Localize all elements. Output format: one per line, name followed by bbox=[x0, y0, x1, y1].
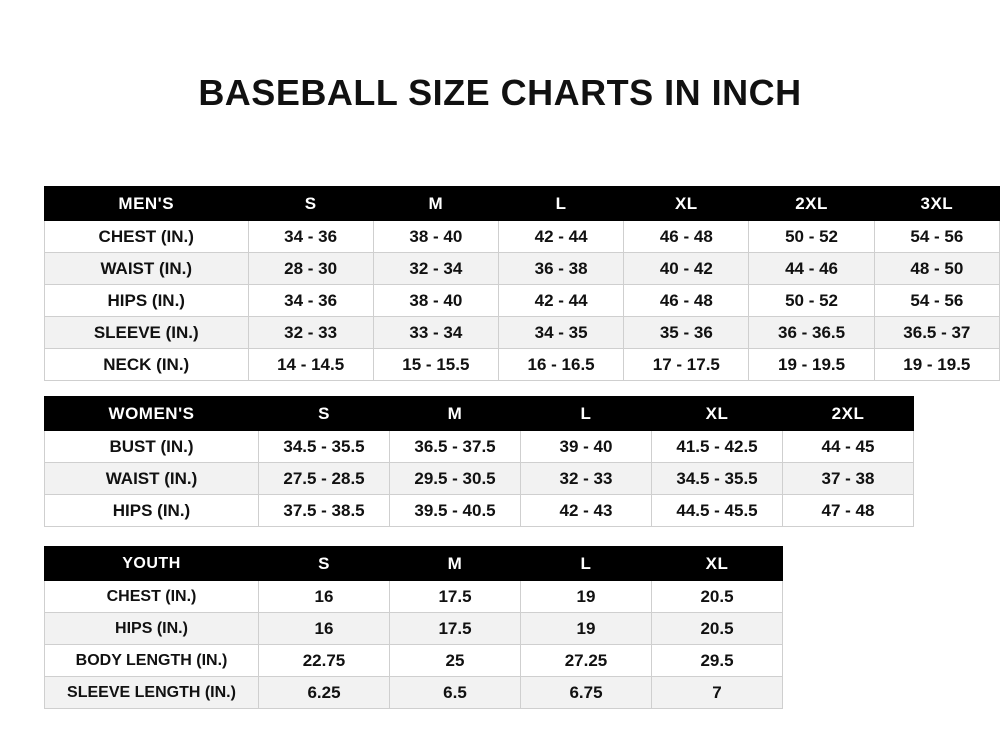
cell-value: 27.5 - 28.5 bbox=[259, 463, 390, 495]
column-header-xl: XL bbox=[624, 187, 749, 221]
table-row bbox=[45, 221, 1000, 253]
cell-value: 16 bbox=[259, 613, 390, 645]
column-header-category: YOUTH bbox=[45, 547, 259, 581]
cell-value: 32 - 34 bbox=[373, 253, 498, 285]
cell-value: 29.5 - 30.5 bbox=[390, 463, 521, 495]
table-header-row bbox=[45, 397, 914, 431]
column-header-category: MEN'S bbox=[45, 187, 249, 221]
youth-size-table bbox=[44, 546, 783, 709]
cell-value: 14 - 14.5 bbox=[248, 349, 373, 381]
cell-value: 25 bbox=[390, 645, 521, 677]
row-label: SLEEVE (IN.) bbox=[45, 317, 249, 349]
column-header-xl: XL bbox=[652, 547, 783, 581]
cell-value: 34 - 35 bbox=[498, 317, 623, 349]
cell-value: 36.5 - 37.5 bbox=[390, 431, 521, 463]
cell-value: 36 - 36.5 bbox=[749, 317, 874, 349]
table-row bbox=[45, 645, 783, 677]
cell-value: 34 - 36 bbox=[248, 221, 373, 253]
row-label: CHEST (IN.) bbox=[45, 221, 249, 253]
cell-value: 6.25 bbox=[259, 677, 390, 709]
column-header-xl: XL bbox=[652, 397, 783, 431]
cell-value: 36 - 38 bbox=[498, 253, 623, 285]
page-title: BASEBALL SIZE CHARTS IN INCH bbox=[198, 72, 802, 113]
row-label: BODY LENGTH (IN.) bbox=[45, 645, 259, 677]
cell-value: 32 - 33 bbox=[521, 463, 652, 495]
cell-value: 6.75 bbox=[521, 677, 652, 709]
cell-value: 46 - 48 bbox=[624, 221, 749, 253]
mens-size-table-container bbox=[44, 186, 1000, 381]
table-row bbox=[45, 463, 914, 495]
table-header-row bbox=[45, 547, 783, 581]
row-label: HIPS (IN.) bbox=[45, 285, 249, 317]
table-header-row bbox=[45, 187, 1000, 221]
cell-value: 54 - 56 bbox=[874, 285, 999, 317]
cell-value: 38 - 40 bbox=[373, 285, 498, 317]
womens-size-table bbox=[44, 396, 914, 527]
cell-value: 33 - 34 bbox=[373, 317, 498, 349]
cell-value: 17 - 17.5 bbox=[624, 349, 749, 381]
cell-value: 19 bbox=[521, 613, 652, 645]
column-header-m: M bbox=[390, 397, 521, 431]
cell-value: 46 - 48 bbox=[624, 285, 749, 317]
cell-value: 50 - 52 bbox=[749, 221, 874, 253]
youth-size-table-container bbox=[44, 546, 783, 709]
cell-value: 28 - 30 bbox=[248, 253, 373, 285]
cell-value: 42 - 43 bbox=[521, 495, 652, 527]
cell-value: 27.25 bbox=[521, 645, 652, 677]
row-label: NECK (IN.) bbox=[45, 349, 249, 381]
cell-value: 48 - 50 bbox=[874, 253, 999, 285]
cell-value: 22.75 bbox=[259, 645, 390, 677]
table-row bbox=[45, 581, 783, 613]
cell-value: 44.5 - 45.5 bbox=[652, 495, 783, 527]
cell-value: 54 - 56 bbox=[874, 221, 999, 253]
column-header-l: L bbox=[498, 187, 623, 221]
row-label: WAIST (IN.) bbox=[45, 253, 249, 285]
cell-value: 41.5 - 42.5 bbox=[652, 431, 783, 463]
column-header-m: M bbox=[390, 547, 521, 581]
cell-value: 34.5 - 35.5 bbox=[259, 431, 390, 463]
cell-value: 7 bbox=[652, 677, 783, 709]
table-row bbox=[45, 253, 1000, 285]
cell-value: 29.5 bbox=[652, 645, 783, 677]
column-header-3xl: 3XL bbox=[874, 187, 999, 221]
cell-value: 37.5 - 38.5 bbox=[259, 495, 390, 527]
table-row bbox=[45, 431, 914, 463]
cell-value: 35 - 36 bbox=[624, 317, 749, 349]
cell-value: 34.5 - 35.5 bbox=[652, 463, 783, 495]
cell-value: 32 - 33 bbox=[248, 317, 373, 349]
cell-value: 39.5 - 40.5 bbox=[390, 495, 521, 527]
cell-value: 17.5 bbox=[390, 581, 521, 613]
cell-value: 42 - 44 bbox=[498, 285, 623, 317]
cell-value: 16 bbox=[259, 581, 390, 613]
row-label: HIPS (IN.) bbox=[45, 495, 259, 527]
cell-value: 39 - 40 bbox=[521, 431, 652, 463]
table-row bbox=[45, 613, 783, 645]
column-header-s: S bbox=[248, 187, 373, 221]
column-header-2xl: 2XL bbox=[749, 187, 874, 221]
cell-value: 20.5 bbox=[652, 613, 783, 645]
row-label: HIPS (IN.) bbox=[45, 613, 259, 645]
cell-value: 17.5 bbox=[390, 613, 521, 645]
row-label: BUST (IN.) bbox=[45, 431, 259, 463]
column-header-category: WOMEN'S bbox=[45, 397, 259, 431]
mens-size-table bbox=[44, 186, 1000, 381]
column-header-s: S bbox=[259, 547, 390, 581]
table-row bbox=[45, 349, 1000, 381]
table-row bbox=[45, 495, 914, 527]
cell-value: 16 - 16.5 bbox=[498, 349, 623, 381]
cell-value: 50 - 52 bbox=[749, 285, 874, 317]
cell-value: 15 - 15.5 bbox=[373, 349, 498, 381]
table-row bbox=[45, 677, 783, 709]
column-header-l: L bbox=[521, 547, 652, 581]
table-row bbox=[45, 317, 1000, 349]
cell-value: 36.5 - 37 bbox=[874, 317, 999, 349]
cell-value: 47 - 48 bbox=[783, 495, 914, 527]
cell-value: 34 - 36 bbox=[248, 285, 373, 317]
cell-value: 40 - 42 bbox=[624, 253, 749, 285]
row-label: CHEST (IN.) bbox=[45, 581, 259, 613]
table-row bbox=[45, 285, 1000, 317]
cell-value: 42 - 44 bbox=[498, 221, 623, 253]
cell-value: 38 - 40 bbox=[373, 221, 498, 253]
cell-value: 19 - 19.5 bbox=[749, 349, 874, 381]
column-header-l: L bbox=[521, 397, 652, 431]
column-header-m: M bbox=[373, 187, 498, 221]
column-header-2xl: 2XL bbox=[783, 397, 914, 431]
row-label: WAIST (IN.) bbox=[45, 463, 259, 495]
womens-size-table-container bbox=[44, 396, 914, 527]
cell-value: 44 - 46 bbox=[749, 253, 874, 285]
cell-value: 44 - 45 bbox=[783, 431, 914, 463]
cell-value: 6.5 bbox=[390, 677, 521, 709]
cell-value: 20.5 bbox=[652, 581, 783, 613]
row-label: SLEEVE LENGTH (IN.) bbox=[45, 677, 259, 709]
cell-value: 37 - 38 bbox=[783, 463, 914, 495]
cell-value: 19 bbox=[521, 581, 652, 613]
column-header-s: S bbox=[259, 397, 390, 431]
cell-value: 19 - 19.5 bbox=[874, 349, 999, 381]
